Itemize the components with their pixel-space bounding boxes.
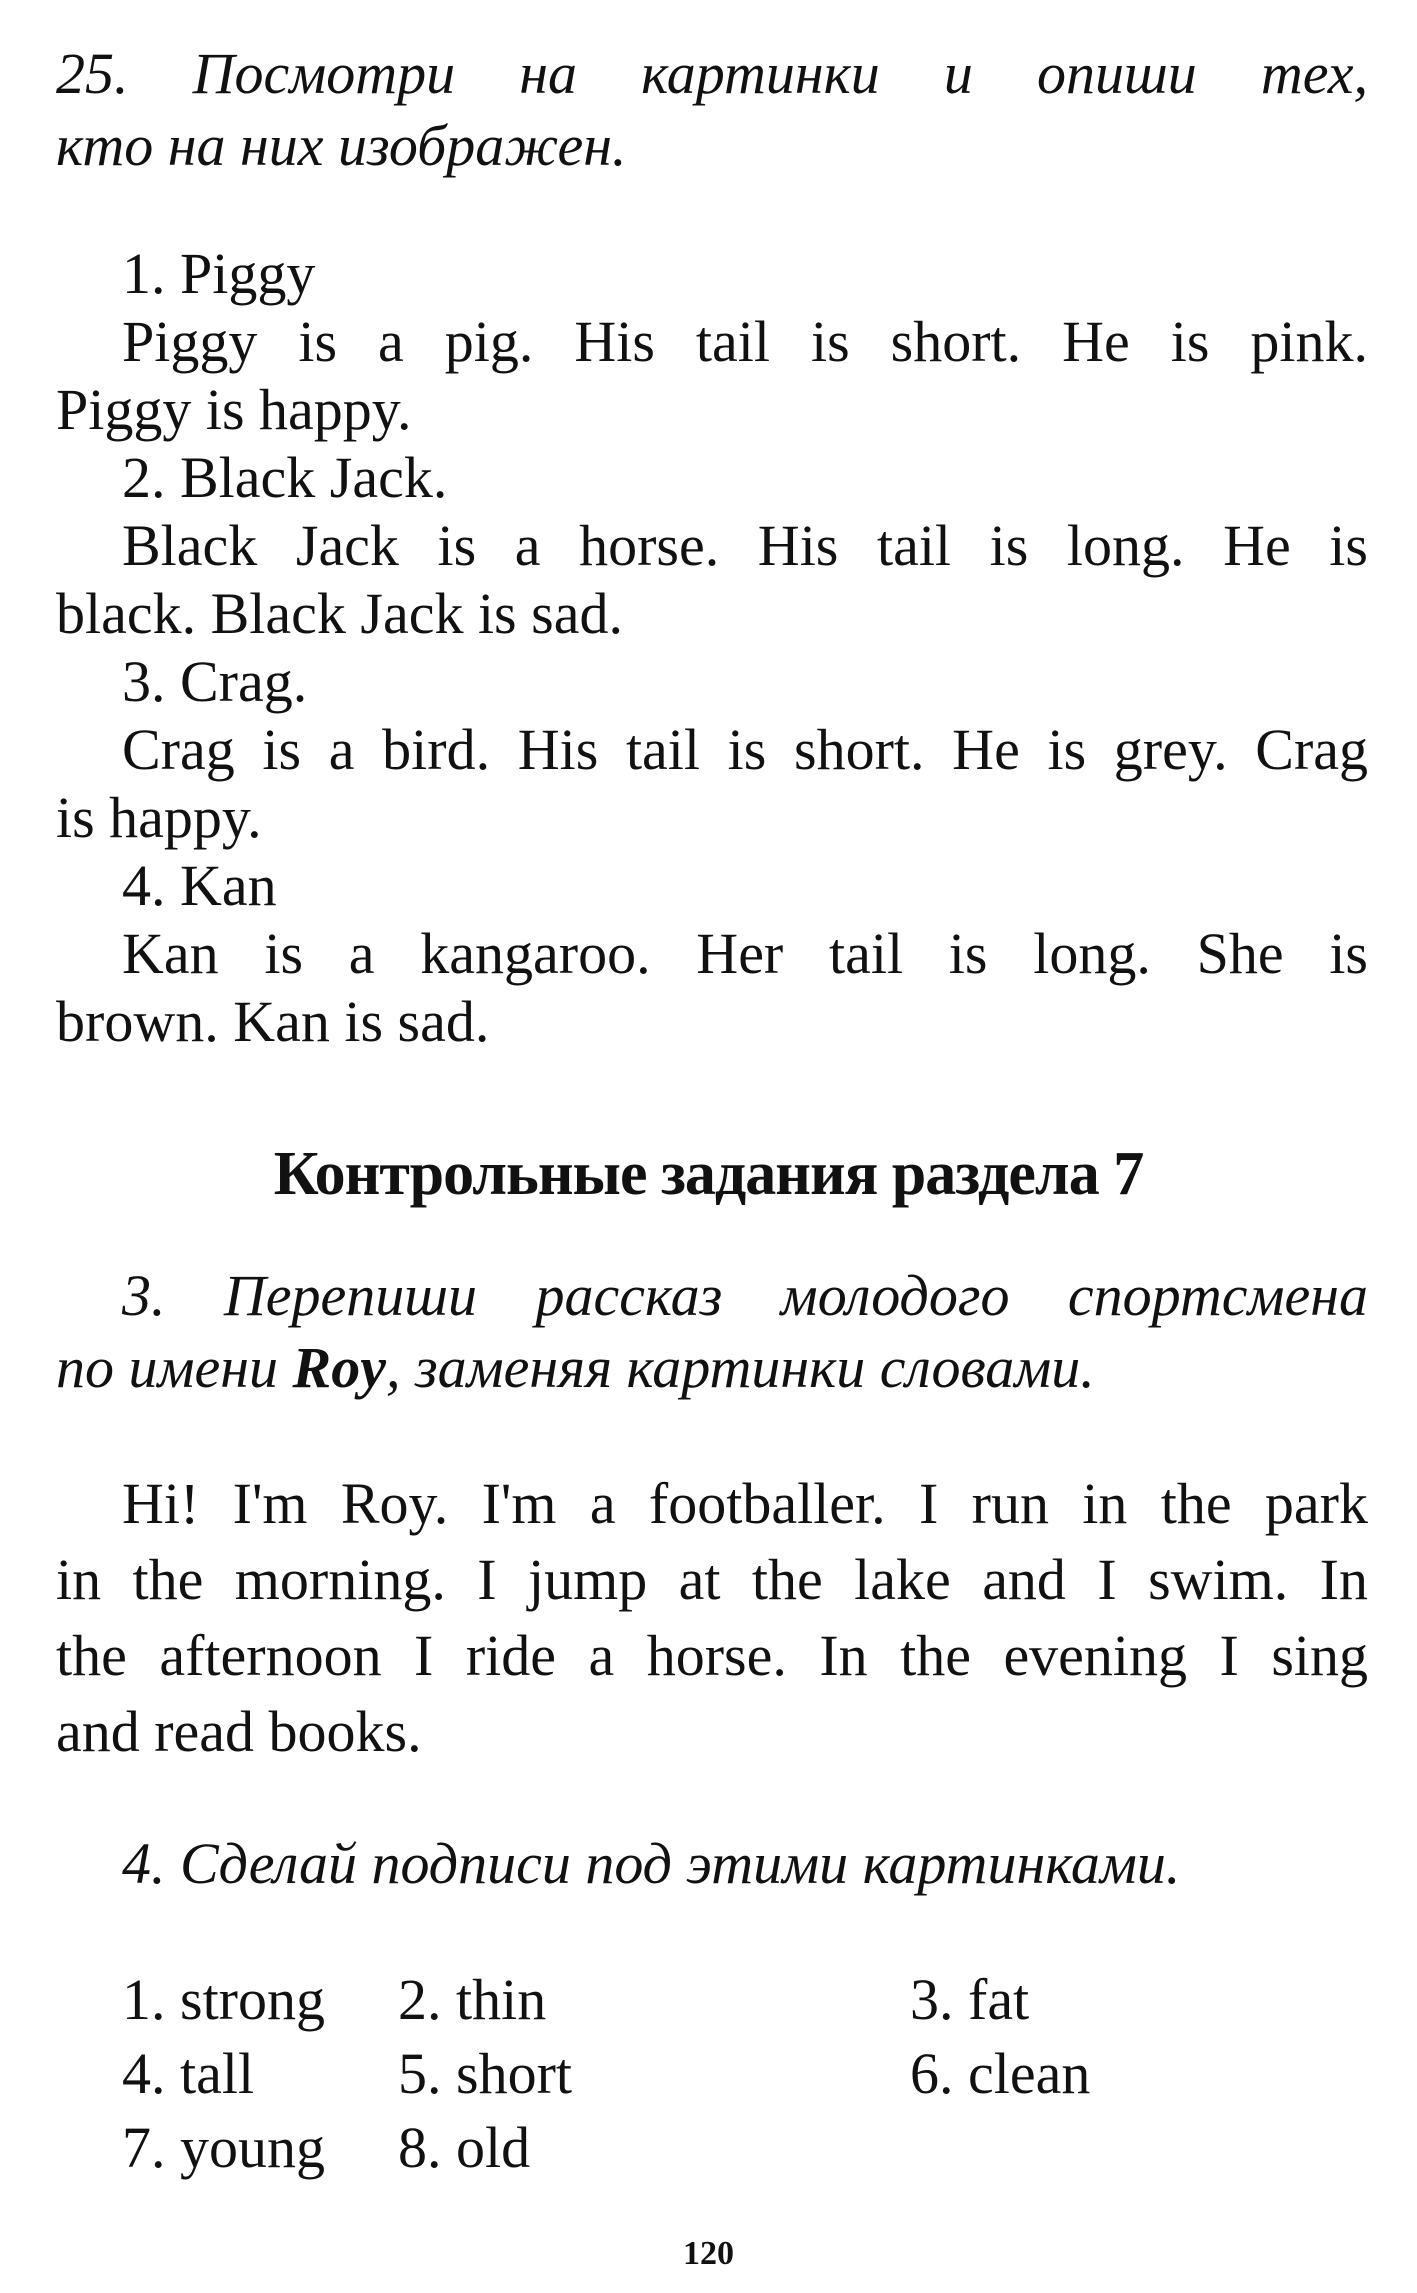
item-text: Piggy is happy.: [56, 377, 412, 442]
exercise-25-instruction: 25. Посмотри на картинки и опиши тех,: [56, 41, 1368, 106]
story-line: in the morning. I jump at the lake and I swim. In: [56, 1547, 1368, 1612]
exercise-3-instruction: 3. Перепиши рассказ молодого спортсмена: [122, 1263, 1368, 1328]
picture-label: 3. fat: [910, 1967, 1030, 2032]
item-text: brown. Kan is sad.: [56, 989, 490, 1054]
exercise-25-instruction-cont: кто на них изображен.: [56, 113, 627, 178]
exercise-4-instruction: 4. Сделай подписи под этими картинками.: [122, 1831, 1181, 1896]
picture-label: 2. thin: [398, 1967, 547, 2032]
item-title: 1. Piggy: [122, 241, 316, 306]
exercise-3-instruction-cont: [56, 1334, 1368, 1402]
story-line: Hi! I'm Roy. I'm a footballer. I run in the park: [122, 1471, 1368, 1536]
item-text: Kan is a kangaroo. Her tail is long. She is: [122, 921, 1368, 986]
instruction-text: , заменяя картинки словами.: [385, 1335, 1095, 1400]
item-title: 4. Kan: [122, 853, 277, 918]
section-heading: Контрольные задания раздела 7: [273, 1140, 1144, 1208]
story-line: the afternoon I ride a horse. In the evening I sing: [56, 1623, 1368, 1688]
instruction-text: по имени: [56, 1335, 293, 1400]
item-text: Piggy is a pig. His tail is short. He is pink.: [122, 309, 1368, 374]
item-text: is happy.: [56, 785, 262, 850]
athlete-name: Roy: [292, 1335, 386, 1400]
picture-label: 7. young: [122, 2115, 325, 2180]
item-text: black. Black Jack is sad.: [56, 581, 623, 646]
picture-label: 6. clean: [910, 2041, 1091, 2106]
picture-label: 5. short: [398, 2041, 572, 2106]
item-title: 2. Black Jack.: [122, 445, 448, 510]
item-text: Crag is a bird. His tail is short. He is grey. Crag: [122, 717, 1368, 782]
story-line: and read books.: [56, 1699, 422, 1764]
picture-label: 8. old: [398, 2115, 531, 2180]
picture-label: 1. strong: [122, 1967, 325, 2032]
item-title: 3. Crag.: [122, 649, 308, 714]
item-text: Black Jack is a horse. His tail is long. He is: [122, 513, 1368, 578]
page-number: 120: [683, 2235, 734, 2272]
picture-label: 4. tall: [122, 2041, 255, 2106]
